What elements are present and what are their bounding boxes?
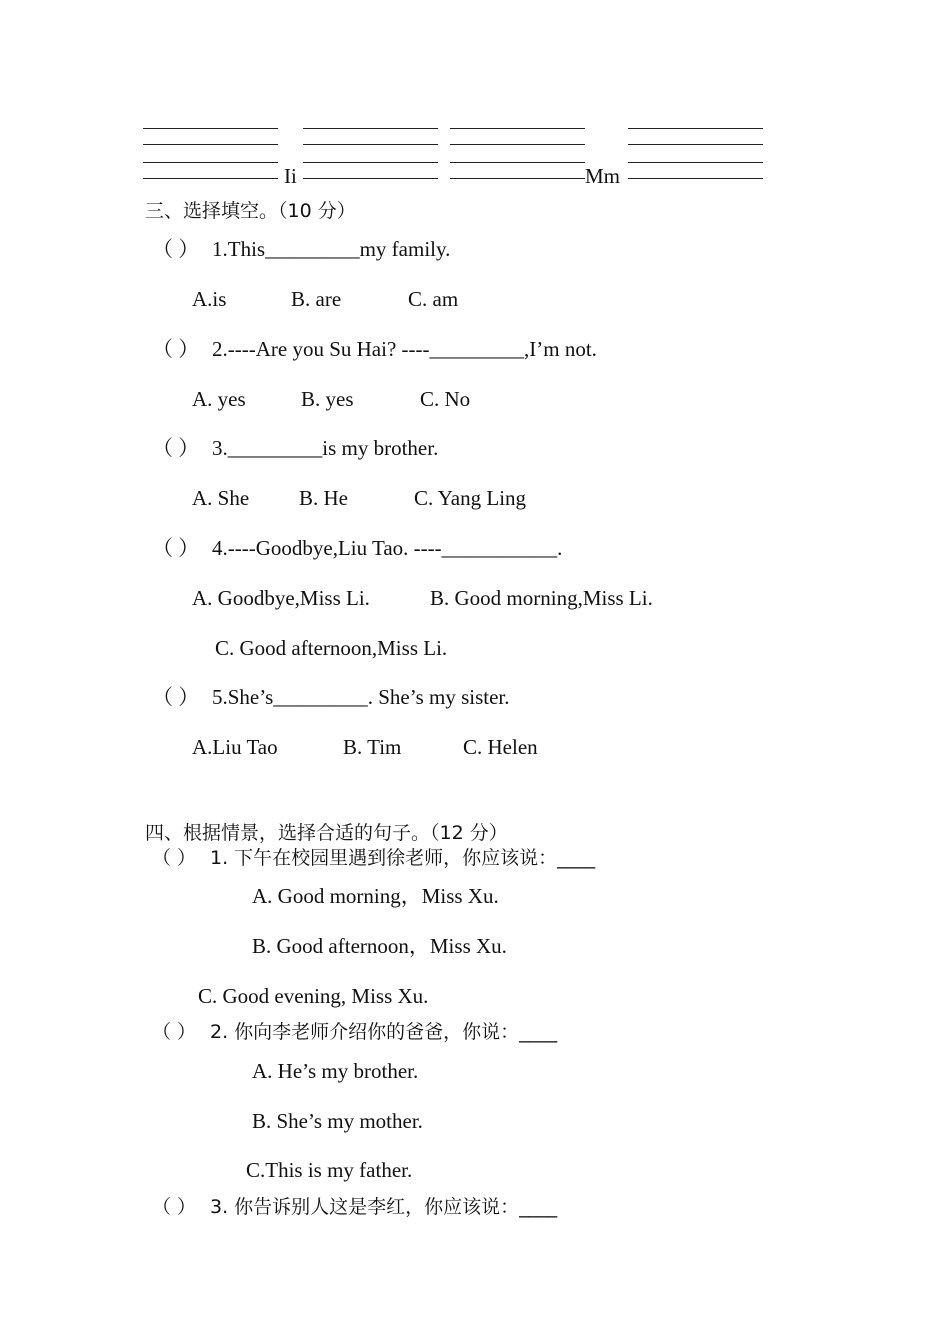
s3-q2-option-c: C. No — [420, 387, 471, 411]
writing-grid-3 — [450, 126, 585, 182]
s3-q5-option-a: A.Liu Tao — [192, 735, 278, 759]
s3-q4-option-a: A. Goodbye,Miss Li. — [192, 586, 370, 610]
s4-q1-option-c: C. Good evening, Miss Xu. — [198, 984, 429, 1008]
s3-question-1 — [152, 236, 450, 262]
answer-blank[interactable]: （ ） — [152, 685, 200, 709]
s3-q5-option-c: C. Helen — [463, 735, 538, 759]
s3-q2-option-a: A. yes — [192, 387, 246, 411]
answer-blank[interactable]: （ ） — [152, 237, 200, 261]
writing-grid-2 — [303, 126, 438, 182]
question-stem: 3. 你告诉别人这是李红，你应该说：____ — [210, 1196, 558, 1218]
s4-q2-option-a: A. He’s my brother. — [252, 1059, 419, 1083]
s3-question-5 — [152, 684, 510, 710]
question-stem: 3._________is my brother. — [212, 436, 439, 460]
s3-q3-option-a: A. She — [192, 486, 250, 510]
question-stem: 5.She’s_________. She’s my sister. — [212, 685, 510, 709]
s3-q3-option-b: B. He — [299, 486, 348, 510]
s3-q1-option-a: A.is — [192, 287, 227, 311]
section-3-title: 三、选择填空。（10 分） — [145, 200, 356, 222]
writing-grid-1 — [143, 126, 278, 182]
s4-question-1 — [152, 845, 595, 871]
writing-grid-4 — [628, 126, 763, 182]
s4-q1-option-a: A. Good morning，Miss Xu. — [252, 884, 499, 908]
s3-q1-option-b: B. are — [291, 287, 342, 311]
question-stem: 1. 下午在校园里遇到徐老师，你应该说：____ — [210, 847, 596, 869]
s3-q3-option-c: C. Yang Ling — [414, 486, 527, 510]
s4-q2-option-b: B. She’s my mother. — [252, 1109, 423, 1133]
answer-blank[interactable]: （ ） — [152, 536, 200, 560]
s3-question-2 — [152, 336, 597, 362]
question-stem: 4.----Goodbye,Liu Tao. ----___________. — [212, 536, 563, 560]
s3-question-4 — [152, 535, 562, 561]
s4-q1-option-b: B. Good afternoon，Miss Xu. — [252, 934, 507, 958]
grid-letter-mm: Mm — [585, 164, 621, 188]
s3-q5-option-b: B. Tim — [343, 735, 402, 759]
grid-letter-ii: Ii — [284, 164, 297, 188]
s3-q4-option-c: C. Good afternoon,Miss Li. — [215, 636, 448, 660]
answer-blank[interactable]: （ ） — [152, 1196, 197, 1218]
answer-blank[interactable]: （ ） — [152, 847, 197, 869]
s4-q2-option-c: C.This is my father. — [246, 1158, 413, 1182]
section-4-title: 四、根据情景，选择合适的句子。（12 分） — [145, 822, 508, 844]
answer-blank[interactable]: （ ） — [152, 337, 200, 361]
question-stem: 1.This_________my family. — [212, 237, 451, 261]
question-stem: 2. 你向李老师介绍你的爸爸，你说：____ — [210, 1021, 558, 1043]
answer-blank[interactable]: （ ） — [152, 1021, 197, 1043]
s3-question-3 — [152, 435, 438, 461]
s3-q1-option-c: C. am — [408, 287, 459, 311]
s4-question-3 — [152, 1194, 557, 1220]
s3-q2-option-b: B. yes — [301, 387, 354, 411]
question-stem: 2.----Are you Su Hai? ----_________,I’m not. — [212, 337, 597, 361]
s3-q4-option-b: B. Good morning,Miss Li. — [430, 586, 653, 610]
answer-blank[interactable]: （ ） — [152, 436, 200, 460]
s4-question-2 — [152, 1019, 557, 1045]
